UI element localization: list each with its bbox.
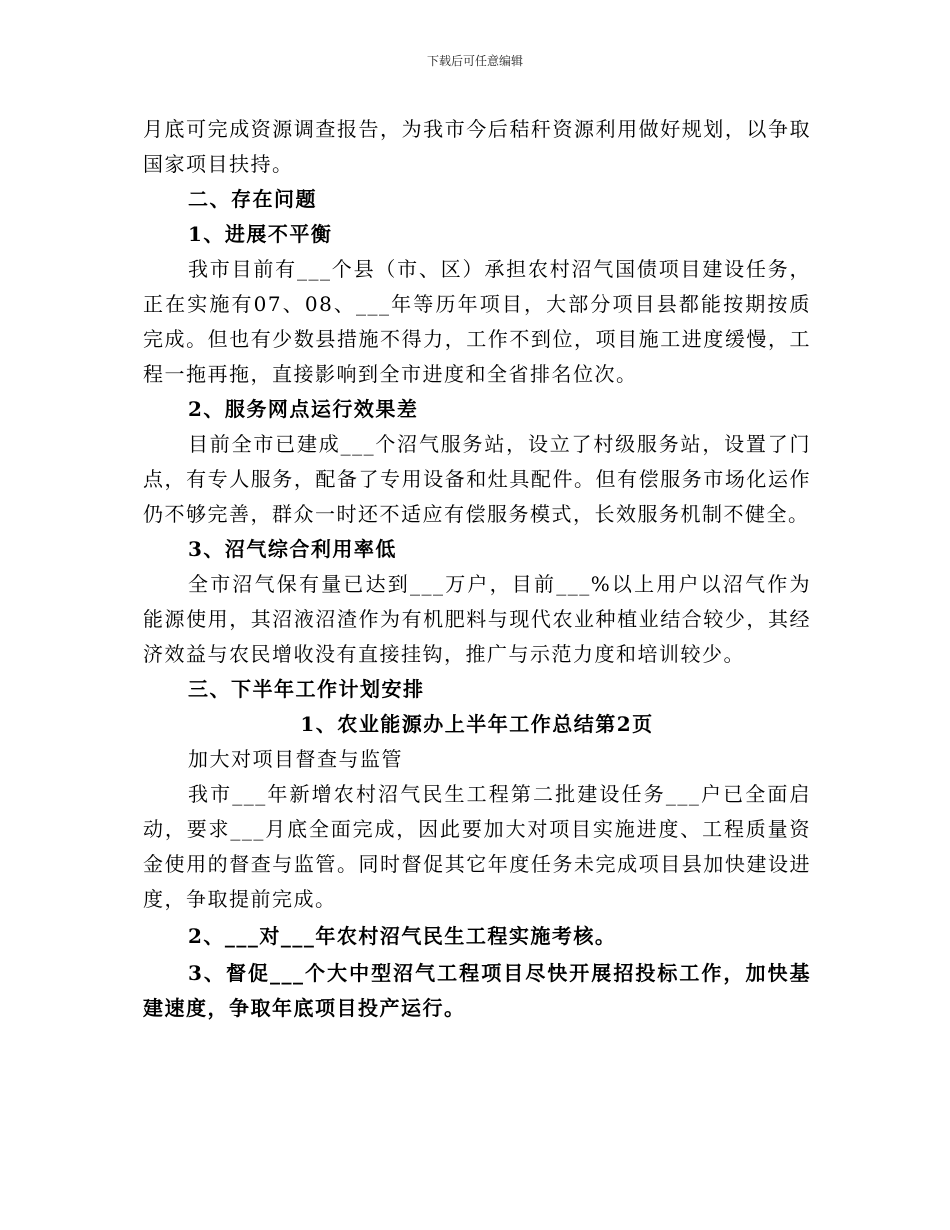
paragraph-plan2: 2、___对___年农村沼气民生工程实施考核。 (188, 924, 617, 948)
subheading-uneven-progress: 1、进展不平衡 (188, 222, 333, 246)
paragraph-plan1: 我市___年新增农村沼气民生工程第二批建设任务___户已全面启动，要求___月底全面完成，因此要加大对项目实施进度、工程质量资金使用的督查与监管。同时督促其它年度任务未完成项目县加快建设进度，争取提前完成。 (143, 782, 811, 911)
page-continuation-title: 1、农业能源办上半年工作总结第2页 (300, 712, 654, 736)
subheading-service-outlets: 2、服务网点运行效果差 (188, 397, 419, 421)
paragraph-low-utilization: 全市沼气保有量已达到___万户，目前___%以上用户以沼气作为能源使用，其沼液沼渣作为有机肥料与现代农业种植业结合较少，其经济效益与农民增收没有直接挂钩，推广与示范力度和培训较少。 (143, 572, 811, 666)
paragraph-plan3: 3、督促___个大中型沼气工程项目尽快开展招投标工作，加快基建速度，争取年底项目投产运行。 (143, 961, 811, 1020)
subheading-low-utilization: 3、沼气综合利用率低 (188, 537, 397, 561)
paragraph-service-outlets: 目前全市已建成___个沼气服务站，设立了村级服务站，设置了门点，有专人服务，配备了专用设备和灶具配件。但有偿服务市场化运作仍不够完善，群众一时还不适应有偿服务模式，长效服务机制不健全。 (143, 432, 811, 526)
section-heading-plan: 三、下半年工作计划安排 (188, 677, 425, 701)
page-header-note: 下载后可任意编辑 (426, 54, 523, 68)
paragraph-intro: 月底可完成资源调查报告，为我市今后秸秆资源利用做好规划，以争取国家项目扶持。 (143, 117, 811, 176)
section-heading-problems: 二、存在问题 (188, 187, 317, 211)
paragraph-uneven-progress: 我市目前有___个县（市、区）承担农村沼气国债项目建设任务，正在实施有07、08、___年等历年项目，大部分项目县都能按期按质完成。但也有少数县措施不得力，工作不到位，项目施工进度缓慢，工程一拖再拖，直接影响到全市进度和全省排名位次。 (143, 257, 811, 386)
document-body (143, 112, 811, 1026)
paragraph-plan1-lead: 加大对项目督查与监管 (188, 747, 403, 771)
